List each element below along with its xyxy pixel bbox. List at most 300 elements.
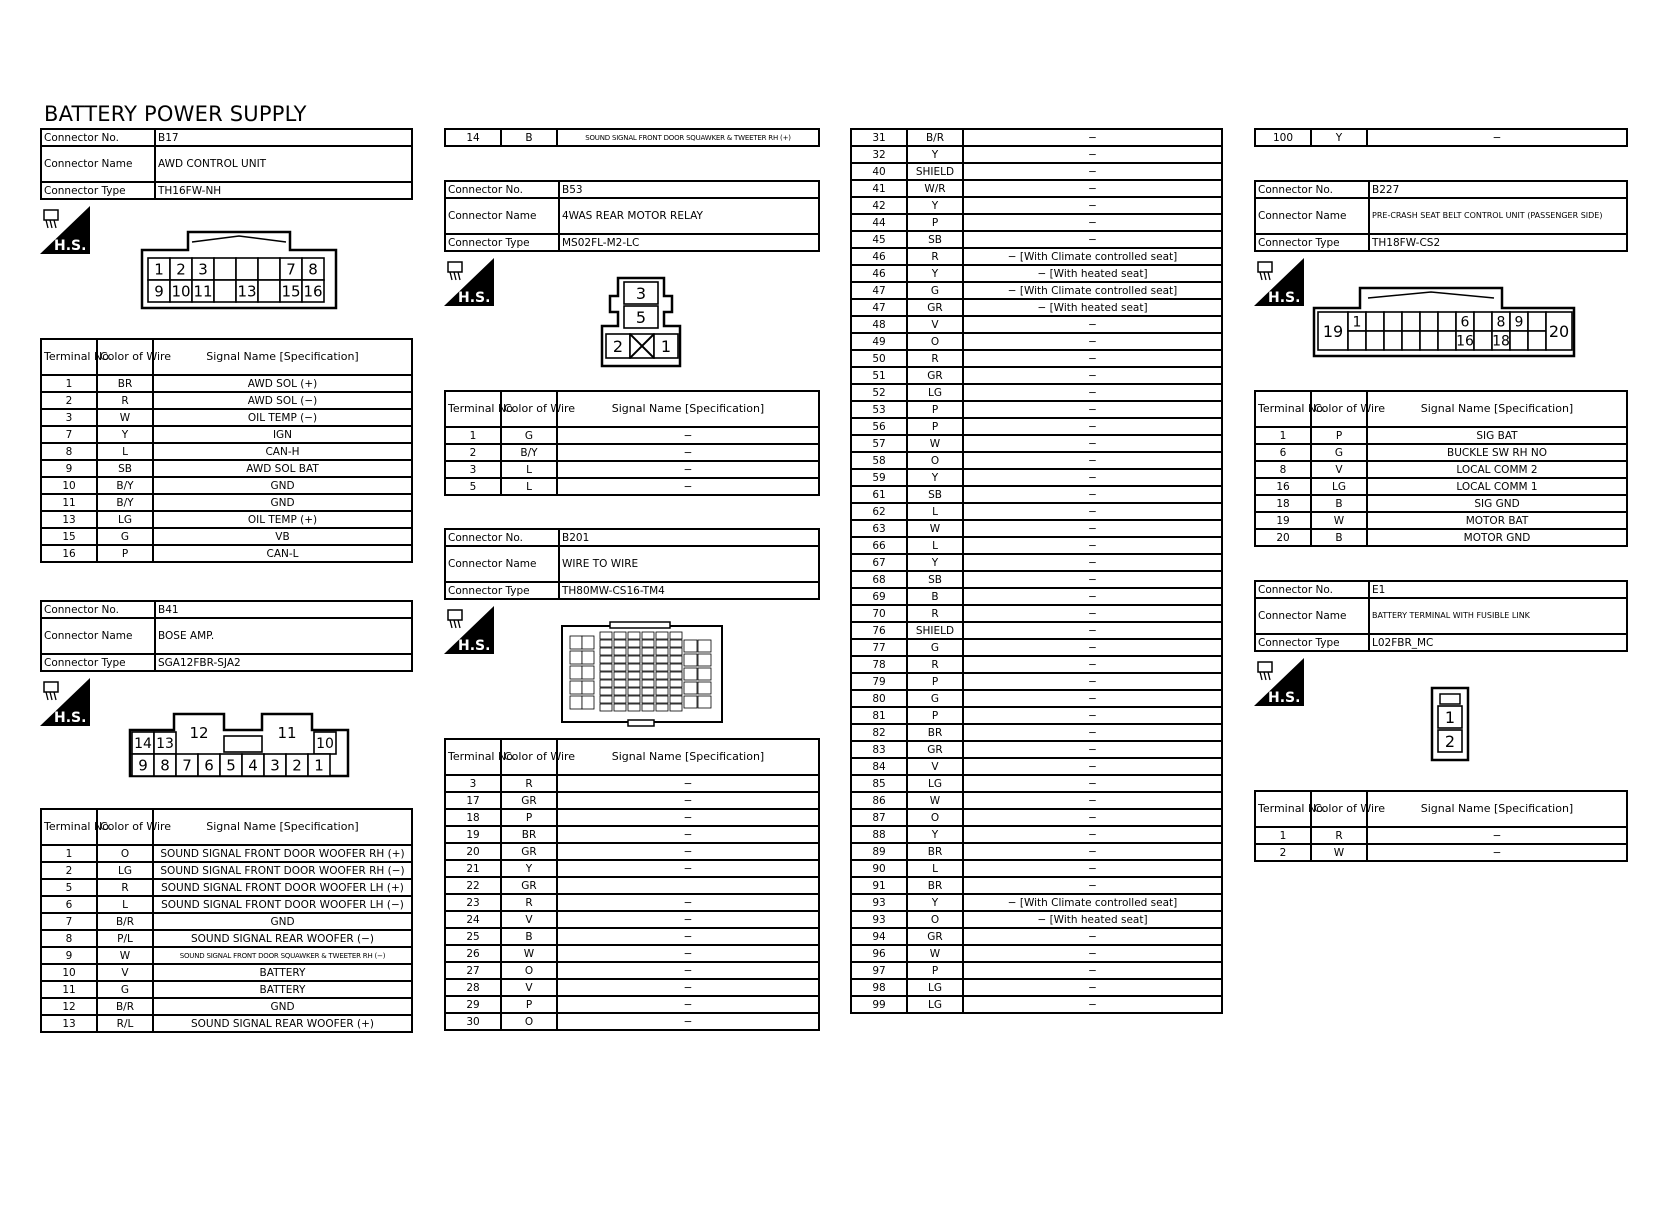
signal-cell: − [963,656,1222,673]
pin-number: 7 [182,756,192,775]
table-row [851,877,1222,894]
signal-cell: − [557,444,819,461]
table-row [1255,461,1627,478]
terminal-cell: 46 [851,248,907,265]
pin-number: 2 [1444,731,1456,751]
terminal-cell: 47 [851,299,907,316]
connector-type-value: TH18FW-CS2 [1369,234,1627,251]
pin-cavity [1384,312,1402,331]
table-row [851,248,1222,265]
signal-cell: − [557,962,819,979]
table-row [851,435,1222,452]
hs-label: H.S. [1268,690,1301,706]
signal-cell: − [557,826,819,843]
table-row [445,911,819,928]
wire-color-cell: GR [907,299,963,316]
signal-cell [557,877,819,894]
pin-cavity [656,640,668,647]
pin-number: 10 [171,282,191,301]
pin-number: 3 [635,283,647,303]
wire-color-cell: Y [907,265,963,282]
table-row [1255,478,1627,495]
table-row [445,928,819,945]
pin-cavity [1366,331,1384,350]
table-row [851,741,1222,758]
hs-label: H.S. [54,710,87,726]
signal-cell: − [963,758,1222,775]
pin-cavity [642,680,654,687]
pin-cavity [570,651,582,664]
table-row [445,461,819,478]
terminal-cell: 68 [851,571,907,588]
pin-cavity [258,280,280,302]
pin-cavity [582,651,594,664]
connector-b227-pin-table [1254,390,1628,547]
pin-cavity [698,696,711,708]
terminal-cell: 7 [41,913,97,930]
connector-b227-face [1312,282,1576,362]
connector-no-value: B227 [1369,181,1627,198]
terminal-cell: 85 [851,775,907,792]
signal-cell: GND [153,477,412,494]
terminal-cell: 1 [41,375,97,392]
pin-cavity [1366,312,1384,331]
wire-color-cell: SB [97,460,153,477]
connector-name-value: AWD CONTROL UNIT [155,146,412,182]
wire-color-cell: W [907,792,963,809]
signal-cell: − [963,333,1222,350]
wire-color-cell: Y [907,469,963,486]
table-row [851,979,1222,996]
wire-color-cell: R [907,350,963,367]
pin-cavity [214,258,236,280]
pin-cavity [582,636,594,649]
terminal-cell: 89 [851,843,907,860]
pin-cavity [656,648,668,655]
terminal-cell: 83 [851,741,907,758]
signal-cell: − [963,826,1222,843]
signal-cell: − [557,945,819,962]
pin-cavity [600,656,612,663]
terminal-cell: 80 [851,690,907,707]
terminal-cell: 2 [41,392,97,409]
pin-cavity [600,664,612,671]
table-row [851,911,1222,928]
table-row [1255,129,1627,146]
wire-color-cell: V [97,964,153,981]
connector-name-value: PRE-CRASH SEAT BELT CONTROL UNIT (PASSENGER SIDE) [1369,198,1627,234]
table-row [41,511,412,528]
pin-cavity [628,656,640,663]
signal-cell: − [557,1013,819,1030]
table-row [851,571,1222,588]
pin-number: 11 [193,282,213,301]
hs-label: H.S. [458,638,491,654]
pin-cavity [600,632,612,639]
signal-cell: − [963,860,1222,877]
pin-cavity [656,704,668,711]
table-row [445,427,819,444]
label-connector-name: Connector Name [445,198,559,234]
signal-cell: − [557,894,819,911]
wire-color-cell: P [501,996,557,1013]
wire-color-cell: P [907,962,963,979]
table-row [851,197,1222,214]
connector-e1-pin-table [1254,790,1628,862]
table-row [41,981,412,998]
pin-cavity [642,640,654,647]
pin-cavity [1528,331,1546,350]
terminal-cell: 52 [851,384,907,401]
terminal-cell: 3 [445,775,501,792]
pin-cavity [600,704,612,711]
table-row [1255,512,1627,529]
signal-cell: − [963,690,1222,707]
wire-color-cell: G [97,528,153,545]
terminal-cell: 19 [1255,512,1311,529]
wire-color-cell: Y [501,860,557,877]
wire-color-cell: SB [907,486,963,503]
terminal-cell: 58 [851,452,907,469]
latch [1440,694,1460,704]
table-row [851,554,1222,571]
pin-number: 8 [308,260,318,279]
connector-type-value: TH16FW-NH [155,182,412,199]
terminal-cell: 10 [41,477,97,494]
pin-cavity [684,640,697,652]
wire-color-cell: L [907,537,963,554]
signal-cell: − [963,486,1222,503]
table-row [851,503,1222,520]
pin-cavity [698,668,711,680]
signal-cell: − [1367,844,1627,861]
header-terminal: Terminal No. [41,809,97,845]
signal-cell: − [963,146,1222,163]
table-row [445,962,819,979]
signal-cell: − [963,197,1222,214]
signal-cell: − [557,809,819,826]
table-row [851,792,1222,809]
table-row [851,826,1222,843]
signal-cell: SOUND SIGNAL REAR WOOFER (+) [153,1015,412,1032]
pin-cavity [670,680,682,687]
table-row [851,537,1222,554]
terminal-cell: 20 [1255,529,1311,546]
hs-label: H.S. [54,238,87,254]
terminal-cell: 28 [445,979,501,996]
pin-number: 10 [316,736,334,753]
signal-cell: − [With Climate controlled seat] [963,282,1222,299]
signal-cell: − [With Climate controlled seat] [963,894,1222,911]
wire-color-cell: SB [907,571,963,588]
wire-color-cell: G [501,427,557,444]
wire-color-cell: V [501,979,557,996]
pin-number: 8 [1496,314,1506,331]
pin-number: 18 [1492,333,1510,350]
pin-cavity [214,280,236,302]
table-row [851,350,1222,367]
wire-color-cell: SB [907,231,963,248]
pin-cavity [684,682,697,694]
terminal-cell: 25 [445,928,501,945]
signal-cell: − [963,214,1222,231]
harness-side-icon [40,206,90,254]
pin-cavity [656,688,668,695]
terminal-cell: 77 [851,639,907,656]
wire-color-cell: L [501,478,557,495]
terminal-cell: 24 [445,911,501,928]
wire-color-cell: P [907,214,963,231]
table-row [41,947,412,964]
connector-e1-info [1254,580,1628,652]
terminal-cell: 50 [851,350,907,367]
table-row [851,452,1222,469]
terminal-cell: 8 [1255,461,1311,478]
signal-cell: SOUND SIGNAL FRONT DOOR SQUAWKER & TWEETER RH (−) [153,947,412,964]
table-row [851,639,1222,656]
table-row [851,231,1222,248]
wire-color-cell: B [1311,495,1367,512]
table-row [445,945,819,962]
connector-type-value: MS02FL-M2-LC [559,234,819,251]
terminal-cell: 29 [445,996,501,1013]
wire-color-cell: B [1311,529,1367,546]
pin-cavity [642,704,654,711]
table-row [851,520,1222,537]
signal-cell: − [963,996,1222,1013]
terminal-cell: 5 [41,879,97,896]
wire-color-cell: BR [501,826,557,843]
table-row [41,494,412,511]
latch [610,622,670,628]
table-row [851,622,1222,639]
wire-color-cell: B/R [97,998,153,1015]
signal-cell: − [963,571,1222,588]
terminal-cell: 13 [41,1015,97,1032]
pin-cavity [670,648,682,655]
wire-color-cell: O [907,452,963,469]
connector-b53-info [444,180,820,252]
table-row [851,163,1222,180]
wire-color-cell: LG [97,511,153,528]
connector-b201-pin-table-continued [850,128,1223,1014]
pin-number: 13 [237,282,257,301]
harness-side-icon [1254,258,1304,306]
pin-number: 3 [270,756,280,775]
pin-number: 7 [286,260,296,279]
table-row [1255,444,1627,461]
label-connector-name: Connector Name [41,146,155,182]
signal-cell: OIL TEMP (−) [153,409,412,426]
table-row [851,707,1222,724]
pin-cavity [642,664,654,671]
table-row [851,894,1222,911]
pin-cavity [628,704,640,711]
pin-number: 9 [1514,314,1524,331]
table-row [41,443,412,460]
pin-number: 1 [314,756,324,775]
signal-cell: − [557,979,819,996]
signal-cell: − [963,316,1222,333]
connector-type-value: L02FBR_MC [1369,634,1627,651]
signal-cell: − [557,427,819,444]
pin-number: 2 [292,756,302,775]
pin-cavity [628,696,640,703]
signal-cell: CAN-L [153,545,412,562]
header-signal: Signal Name [Specification] [1367,791,1627,827]
terminal-cell: 17 [445,792,501,809]
table-row [41,998,412,1015]
wire-color-cell: BR [907,843,963,860]
pin-number: 19 [1322,321,1344,341]
pin-cavity [656,632,668,639]
signal-cell: − [963,741,1222,758]
label-connector-no: Connector No. [41,601,155,618]
signal-cell: − [557,792,819,809]
wire-color-cell: Y [907,554,963,571]
terminal-cell: 1 [1255,427,1311,444]
pin-number: 1 [154,260,164,279]
table-row [41,879,412,896]
wire-color-cell: B [501,129,557,146]
pin-cavity [1420,312,1438,331]
wire-color-cell: R [907,605,963,622]
signal-cell: LOCAL COMM 1 [1367,478,1627,495]
label-connector-no: Connector No. [41,129,155,146]
pin-number: 13 [156,736,174,753]
pin-cavity [670,656,682,663]
connector-b41-face [128,710,352,784]
pin-cavity [628,664,640,671]
wire-color-cell: L [501,461,557,478]
terminal-cell: 6 [1255,444,1311,461]
pin-cavity [600,696,612,703]
label-connector-type: Connector Type [445,582,559,599]
table-row [41,375,412,392]
terminal-cell: 12 [41,998,97,1015]
pin-cavity [582,681,594,694]
terminal-cell: 10 [41,964,97,981]
connector-b201-pin-table [444,738,820,1031]
terminal-cell: 59 [851,469,907,486]
signal-cell: − [963,435,1222,452]
signal-cell: − [963,928,1222,945]
wire-color-cell: Y [907,197,963,214]
pin-cavity [642,672,654,679]
header-terminal: Terminal No. [1255,391,1311,427]
table-row [851,316,1222,333]
wire-color-cell: W [907,520,963,537]
pin-cavity [224,736,262,752]
connector-e1-face [1430,686,1470,766]
signal-cell: − [963,673,1222,690]
wire-color-cell: R [907,248,963,265]
signal-cell: − [963,792,1222,809]
pin-number: 16 [303,282,323,301]
table-row [445,792,819,809]
connector-no-value: B53 [559,181,819,198]
signal-cell: LOCAL COMM 2 [1367,461,1627,478]
wire-color-cell: W [501,945,557,962]
table-row [445,843,819,860]
terminal-cell: 51 [851,367,907,384]
signal-cell: − [963,231,1222,248]
wire-color-cell: GR [501,843,557,860]
table-row [41,460,412,477]
pin-cavity [670,688,682,695]
terminal-cell: 98 [851,979,907,996]
terminal-cell: 79 [851,673,907,690]
terminal-cell: 1 [41,845,97,862]
hs-label: H.S. [1268,290,1301,306]
terminal-cell: 2 [41,862,97,879]
hs-label: H.S. [458,290,491,306]
pin-cavity [614,640,626,647]
header-color: Color of Wire [97,339,153,375]
wire-color-cell: B/R [907,129,963,146]
wire-color-cell: W [97,947,153,964]
wire-color-cell: B [501,928,557,945]
table-row [851,928,1222,945]
pin-cavity [670,664,682,671]
table-row [445,1013,819,1030]
wire-color-cell: B/Y [97,477,153,494]
terminal-cell: 88 [851,826,907,843]
terminal-cell: 49 [851,333,907,350]
pin-number: 1 [1444,707,1456,727]
table-row [851,588,1222,605]
pin-cavity [570,681,582,694]
signal-cell: IGN [153,426,412,443]
pin-cavity [1438,331,1456,350]
signal-cell: − [963,775,1222,792]
wire-color-cell: Y [907,894,963,911]
signal-cell: − [963,418,1222,435]
signal-cell: − [557,461,819,478]
pin-cavity [582,696,594,709]
terminal-cell: 45 [851,231,907,248]
terminal-cell: 91 [851,877,907,894]
table-row [851,367,1222,384]
pin-cavity [600,688,612,695]
signal-cell: − [963,129,1222,146]
label-connector-name: Connector Name [445,546,559,582]
wire-color-cell: G [907,639,963,656]
pin-number: 15 [281,282,301,301]
pin-cavity [614,696,626,703]
signal-cell: − [963,367,1222,384]
signal-cell: − [963,350,1222,367]
pin-cavity [698,640,711,652]
wire-color-cell: W [907,945,963,962]
signal-cell: GND [153,494,412,511]
connector-b41-pin-table-continued [444,128,820,147]
pin-number: 9 [154,282,164,301]
terminal-cell: 94 [851,928,907,945]
header-terminal: Terminal No. [41,339,97,375]
pin-cavity [628,632,640,639]
pin-cavity [684,696,697,708]
terminal-cell: 8 [41,930,97,947]
label-connector-no: Connector No. [1255,181,1369,198]
signal-cell: − [557,911,819,928]
wire-color-cell: P [907,401,963,418]
terminal-cell: 18 [1255,495,1311,512]
wire-color-cell: SHIELD [907,622,963,639]
signal-cell: − [1367,827,1627,844]
signal-cell: − [963,724,1222,741]
connector-b227-info [1254,180,1628,252]
